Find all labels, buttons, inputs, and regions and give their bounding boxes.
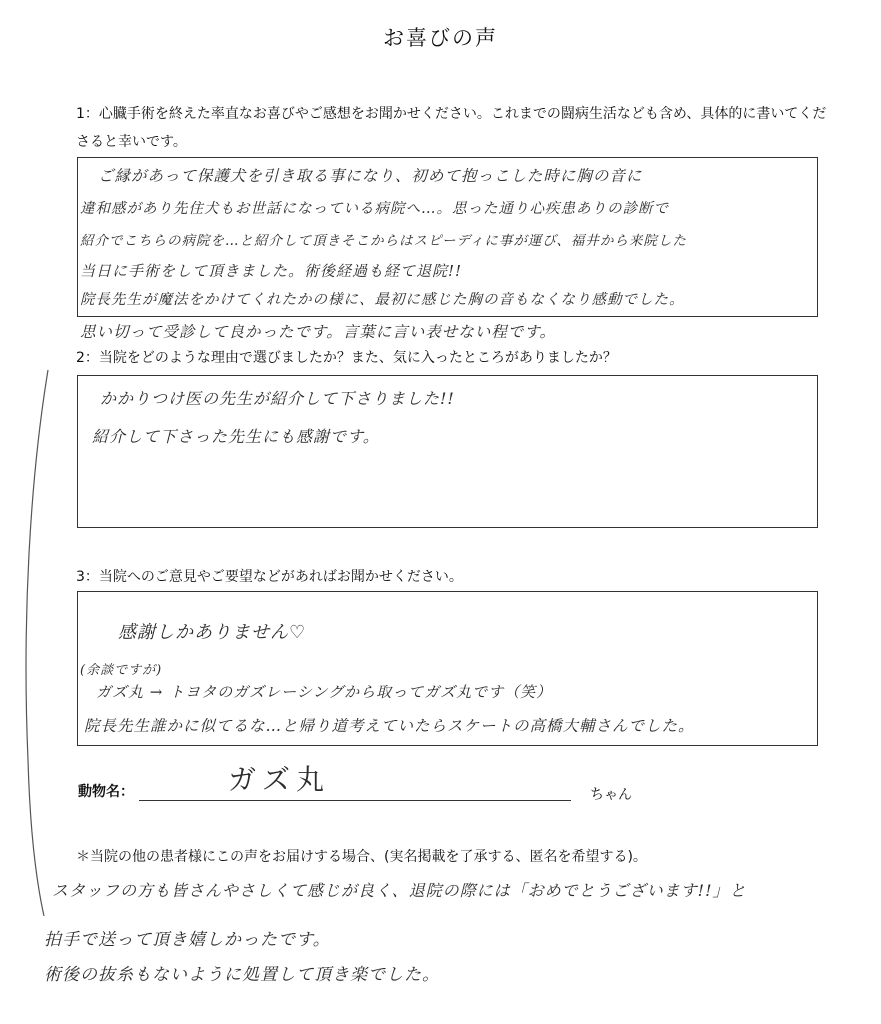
footer-note-line-3: 術後の抜糸もないように処置して頂き楽でした。 (44, 965, 440, 985)
answer-1-line-1: ご縁があって保護犬を引き取る事になり、初めて抱っこした時に胸の音に (98, 167, 643, 185)
answer-3-line-4: 院長先生誰かに似てるな…と帰り道考えていたらスケートの高橋大輔さんでした。 (84, 717, 695, 735)
answer-3-line-1: 感謝しかありません♡ (118, 622, 307, 643)
answer-3-line-3: ガズ丸 → トヨタのガズレーシングから取ってガズ丸です（笑） (96, 683, 553, 701)
question-1-label: 1：心臓手術を終えた率直なお喜びやご感想をお聞かせください。これまでの闘病生活なども含め、具体的に書いてくださると幸いです。 (76, 106, 827, 150)
answer-1-line-5: 院長先生が魔法をかけてくれたかの様に、最初に感じた胸の音もなくなり感動でした。 (80, 292, 685, 308)
answer-1-line-2: 違和感があり先住犬もお世話になっている病院へ…。思った通り心疾患ありの診断で (80, 201, 669, 217)
answer-2-line-1: かかりつけ医の先生が紹介して下さりました!! (100, 389, 455, 408)
answer-1-line-4: 当日に手術をして頂きました。術後経過も経て退院!! (80, 262, 463, 280)
pet-name-underline (139, 800, 571, 801)
margin-pen-stroke (0, 360, 60, 920)
answer-3-line-2: (余談ですが) (80, 663, 163, 678)
answer-2-line-2: 紹介して下さった先生にも感謝です。 (92, 427, 380, 446)
consent-note: ＊当院の他の患者様にこの声をお届けする場合、(実名掲載を了承する、匿名を希望する)。 (76, 849, 647, 865)
question-2-label: 2：当院をどのような理由で選びましたか？また、気に入ったところがありましたか？ (76, 350, 617, 366)
footer-note-line-2: 拍手で送って頂き嬉しかったです。 (44, 930, 331, 950)
footer-note-line-1: スタッフの方も皆さんやさしくて感じが良く、退院の際には「おめでとうございます!!」と (52, 881, 747, 900)
answer-1-line-6: 思い切って受診して良かったです。言葉に言い表せない程です。 (80, 323, 557, 341)
page-title: お喜びの声 (383, 26, 498, 50)
pet-name-label: 動物名： (78, 784, 134, 800)
answer-1-line-3: 紹介でこちらの病院を…と紹介して頂きそこからはスピーディに事が運び、福井から来院した (80, 233, 687, 249)
pet-name-suffix: ちゃん (590, 787, 632, 803)
question-3-label: 3：当院へのご意見やご要望などがあればお聞かせください。 (76, 569, 463, 585)
pet-name-value: ガズ丸 (228, 763, 331, 796)
